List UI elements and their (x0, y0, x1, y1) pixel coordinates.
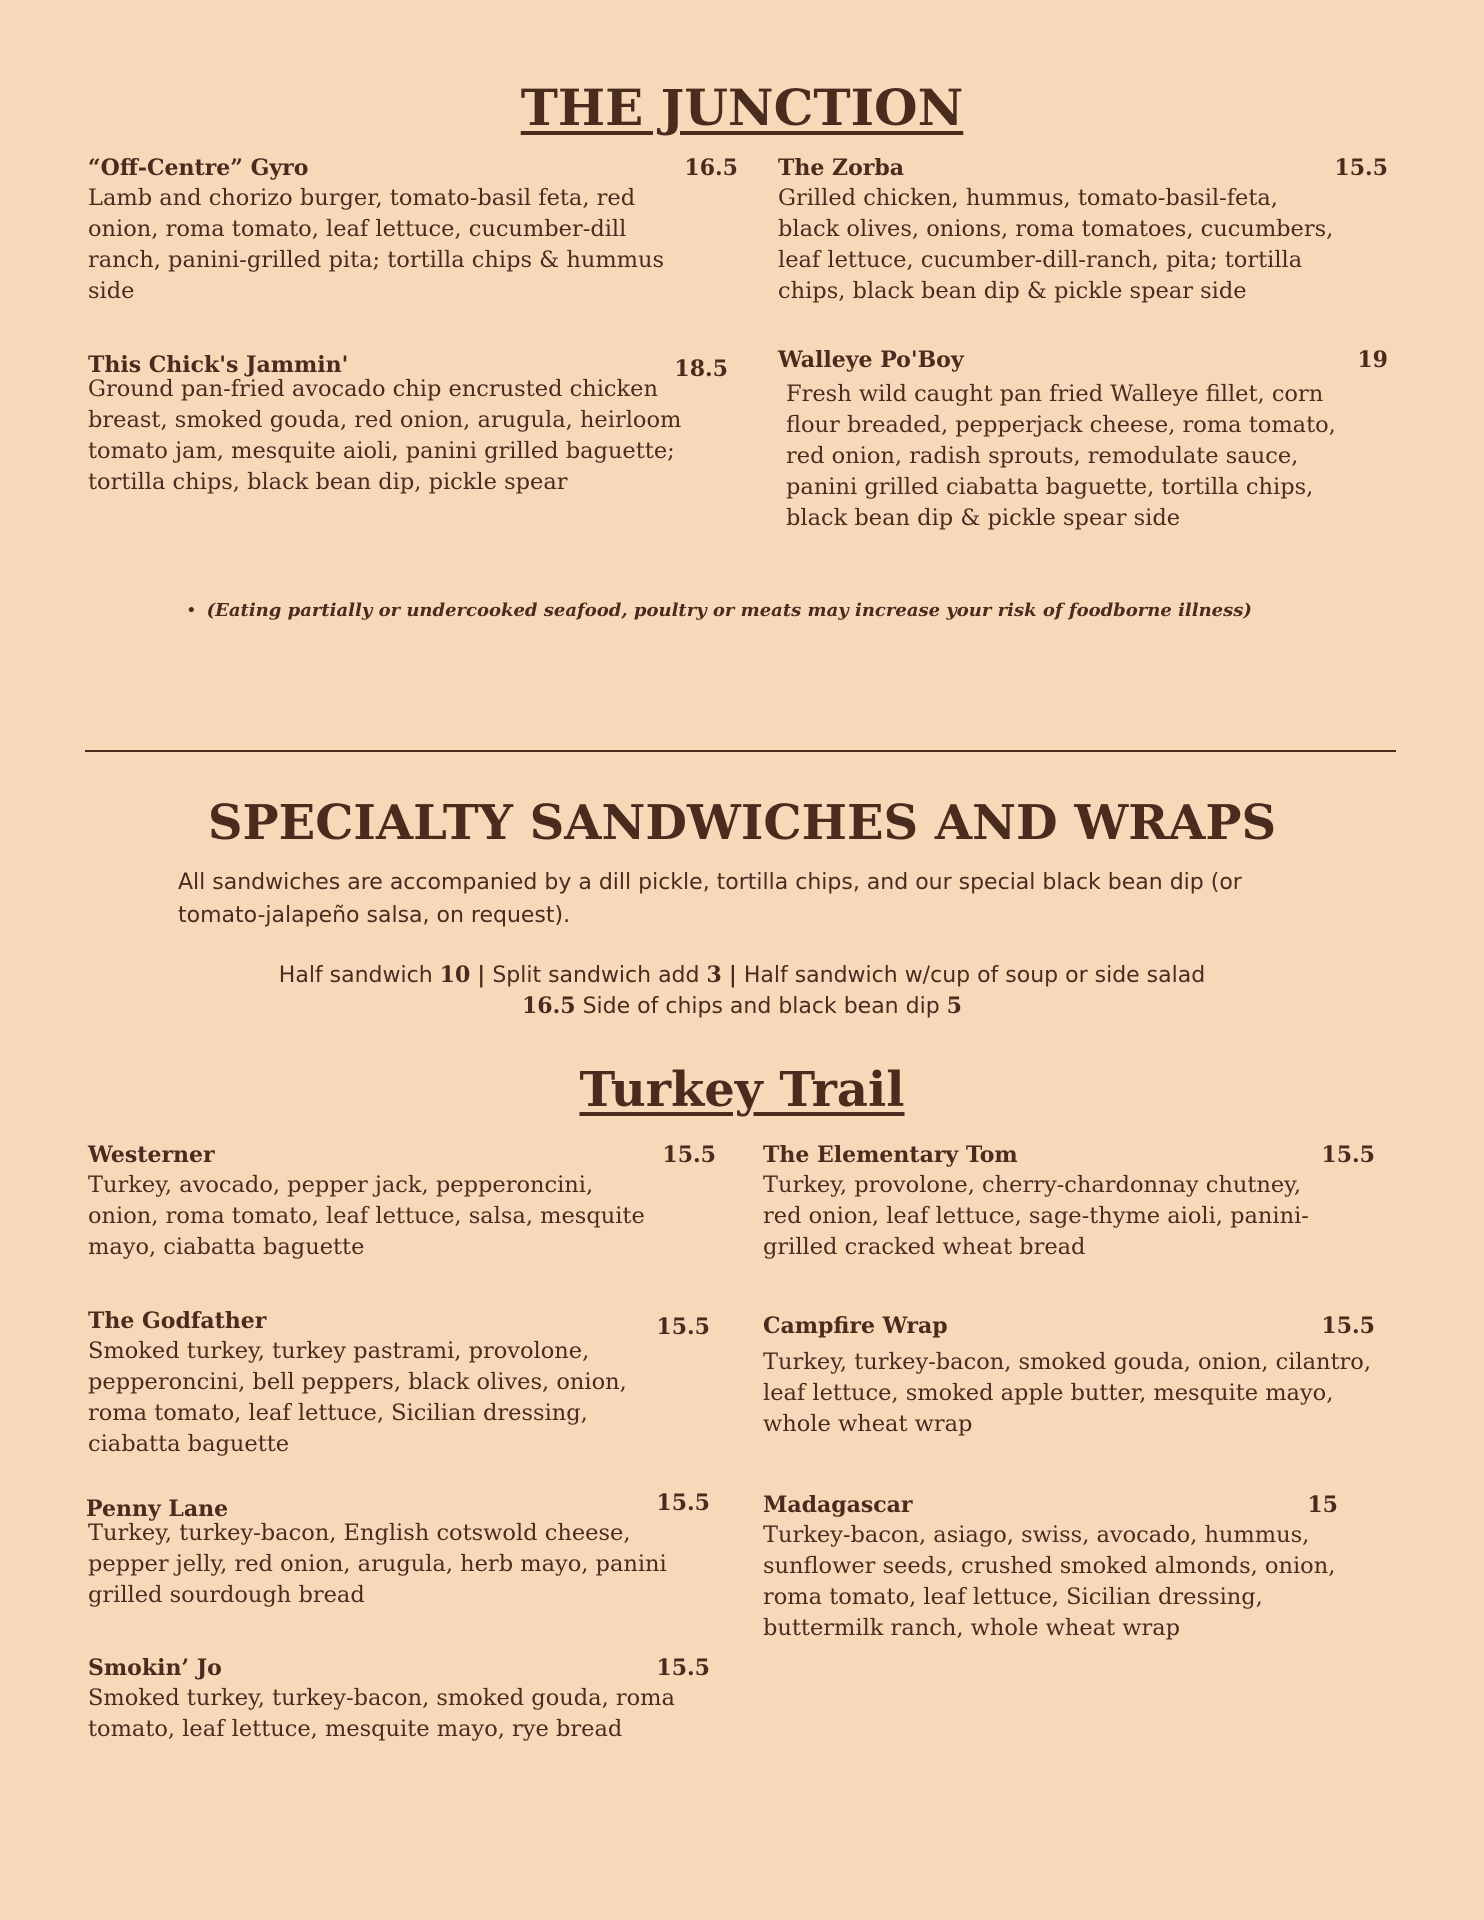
item-description: Smoked turkey, turkey-bacon, smoked gouda, roma tomato, leaf lettuce, mesquite mayo, rye bread (88, 1685, 675, 1742)
split-label: Split sandwich add (492, 963, 700, 988)
chips-price: 5 (946, 993, 962, 1019)
item-name: The Godfather (88, 1308, 267, 1334)
item-name: Westerner (88, 1142, 215, 1168)
item-price: 15.5 (656, 1314, 710, 1340)
chips-label: Side of chips and black bean dip (582, 994, 940, 1019)
half-label: Half sandwich (278, 963, 433, 988)
item-description: Grilled chicken, hummus, tomato-basil-feta, black olives, onions, roma tomatoes, cucumbers, leaf lettuce, cucumber-dill-ranch, pita; tortilla chips, black bean dip & pickle spear side (778, 185, 1334, 304)
menu-item-madagascar (763, 1492, 1338, 1644)
menu-item-chick-jammin (88, 352, 728, 498)
item-name: Campfire Wrap (763, 1313, 948, 1339)
turkey-trail-title: Turkey Trail (579, 1062, 905, 1118)
item-description: Ground pan-fried avocado chip encrusted chicken breast, smoked gouda, red onion, arugula, heirloom tomato jam, mesquite aioli, panini grilled baguette; tortilla chips, black bean dip, pickle spear (88, 376, 682, 495)
menu-item-smokin-jo (88, 1655, 710, 1745)
pricing-line-2 (0, 991, 1484, 1022)
separator: | (728, 962, 737, 988)
item-price: 16.5 (684, 155, 738, 181)
item-price: 15.5 (656, 1655, 710, 1681)
specialty-intro: All sandwiches are accompanied by a dill pickle, tortilla chips, and our special black bean dip (or tomato-jalapeño salsa, on request). (178, 870, 1242, 928)
half-price: 10 (439, 962, 471, 988)
menu-item-campfire-wrap (763, 1313, 1375, 1440)
item-description: Turkey, turkey-bacon, smoked gouda, onion, cilantro, leaf lettuce, smoked apple butter, mesquite mayo, whole wheat wrap (763, 1349, 1372, 1437)
specialty-title: SPECIALTY SANDWICHES AND WRAPS (207, 795, 1277, 851)
menu-item-gyro (88, 155, 738, 307)
section-divider (85, 750, 1396, 752)
item-price: 15.5 (1321, 1142, 1375, 1168)
split-price: 3 (706, 962, 722, 988)
menu-item-westerner (88, 1142, 716, 1263)
note-text: (Eating partially or undercooked seafood, poultry or meats may increase your risk of foodborne illness) (206, 600, 1252, 621)
item-name: The Elementary Tom (763, 1142, 1018, 1168)
item-name: Smokin’ Jo (88, 1655, 222, 1681)
item-price: 15 (1307, 1492, 1338, 1518)
item-description: Turkey, avocado, pepper jack, pepperoncini, onion, roma tomato, leaf lettuce, salsa, mesquite mayo, ciabatta baguette (88, 1172, 645, 1260)
menu-item-walleye (778, 347, 1388, 534)
junction-title: THE JUNCTION (520, 78, 964, 137)
item-description: Fresh wild caught pan fried Walleye fillet, corn flour breaded, pepperjack cheese, roma tomato, red onion, radish sprouts, remodulate sauce, panini grilled ciabatta baguette, tortilla chips, black bean dip & pickle spear side (786, 381, 1336, 531)
food-safety-note (186, 600, 1386, 621)
item-description: Turkey, provolone, cherry-chardonnay chutney, red onion, leaf lettuce, sage-thyme aioli, panini-grilled cracked wheat bread (763, 1172, 1309, 1260)
item-description: Turkey-bacon, asiago, swiss, avocado, hummus, sunflower seeds, crushed smoked almonds, onion, roma tomato, leaf lettuce, Sicilian dressing, buttermilk ranch, whole wheat wrap (763, 1522, 1336, 1641)
pricing-line-1 (0, 960, 1484, 991)
item-price: 18.5 (674, 356, 728, 382)
pricing-info (0, 960, 1484, 1022)
item-price: 15.5 (1321, 1313, 1375, 1339)
item-description: Turkey, turkey-bacon, English cotswold cheese, pepper jelly, red onion, arugula, herb mayo, panini grilled sourdough bread (88, 1520, 667, 1608)
item-name: “Off-Centre” Gyro (88, 155, 309, 181)
item-description: Smoked turkey, turkey pastrami, provolone, pepperoncini, bell peppers, black olives, onion, roma tomato, leaf lettuce, Sicilian dressing, ciabatta baguette (88, 1338, 627, 1457)
item-price: 15.5 (656, 1490, 710, 1516)
item-name: Walleye Po'Boy (778, 347, 964, 373)
item-name: This Chick's Jammin' (88, 352, 349, 378)
note-bullet: • (186, 600, 197, 621)
soup-price: 16.5 (522, 993, 576, 1019)
item-name: Madagascar (763, 1492, 913, 1518)
item-name: The Zorba (778, 155, 904, 181)
separator: | (477, 962, 486, 988)
menu-item-penny-lane (86, 1490, 710, 1611)
menu-item-zorba (778, 155, 1388, 307)
item-name: Penny Lane (86, 1496, 229, 1522)
item-price: 19 (1357, 347, 1388, 373)
menu-item-elementary-tom (763, 1142, 1375, 1263)
item-price: 15.5 (662, 1142, 716, 1168)
soup-label: Half sandwich w/cup of soup or side salad (743, 963, 1206, 988)
menu-item-godfather (88, 1308, 710, 1460)
item-description: Lamb and chorizo burger, tomato-basil feta, red onion, roma tomato, leaf lettuce, cucumber-dill ranch, panini-grilled pita; tortilla chips & hummus side (88, 185, 665, 304)
item-price: 15.5 (1334, 155, 1388, 181)
